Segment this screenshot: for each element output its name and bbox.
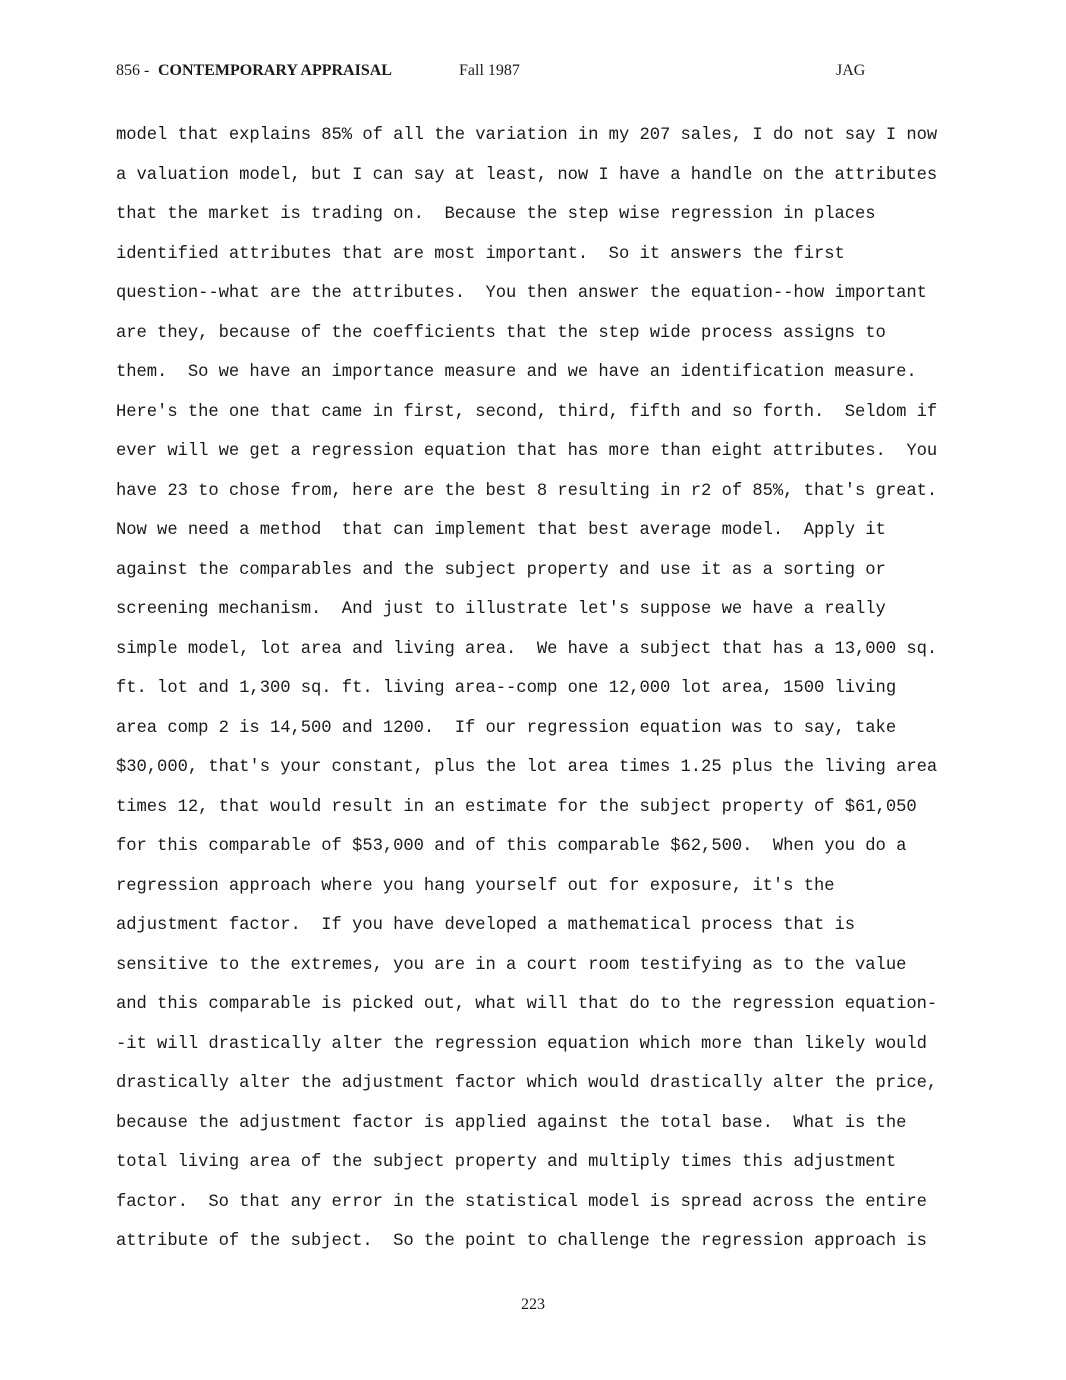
text-line: total living area of the subject property and multiply times this adjustment — [116, 1153, 897, 1172]
text-line: that the market is trading on. Because the step wise regression in places — [116, 205, 876, 224]
course-title: CONTEMPORARY APPRAISAL — [158, 62, 392, 79]
page-number: 223 — [521, 1296, 545, 1313]
text-line: Now we need a method that can implement that best average model. Apply it — [116, 521, 886, 540]
text-line: ever will we get a regression equation that has more than eight attributes. You — [116, 442, 938, 461]
text-line: because the adjustment factor is applied against the total base. What is the — [116, 1113, 907, 1133]
course-number: 856 - — [116, 62, 150, 79]
text-line: question--what are the attributes. You then answer the equation--how important — [116, 284, 927, 303]
text-line: identified attributes that are most important. So it answers the first — [116, 244, 845, 264]
text-line: adjustment factor. If you have developed a mathematical process that is — [116, 916, 856, 935]
text-line: Here's the one that came in first, second, third, fifth and so forth. Seldom if — [116, 402, 938, 422]
text-line: model that explains 85% of all the variation in my 207 sales, I do not say I now — [116, 126, 938, 145]
text-line: times 12, that would result in an estimate for the subject property of $61,050 — [116, 797, 917, 817]
text-line: for this comparable of $53,000 and of this comparable $62,500. When you do a — [116, 837, 907, 856]
text-line: a valuation model, but I can say at least, now I have a handle on the attributes — [116, 165, 938, 185]
text-line: and this comparable is picked out, what will that do to the regression equation- — [116, 995, 938, 1014]
text-line: against the comparables and the subject property and use it as a sorting or — [116, 560, 886, 580]
text-line: are they, because of the coefficients that the step wide process assigns to — [116, 323, 886, 343]
text-line: have 23 to chose from, here are the best 8 resulting in r2 of 85%, that's great. — [116, 481, 938, 501]
text-line: attribute of the subject. So the point to challenge the regression approach is — [116, 1232, 927, 1251]
transcript-body — [116, 122, 956, 1268]
text-line: factor. So that any error in the statistical model is spread across the entire — [116, 1192, 927, 1212]
text-line: -it will drastically alter the regression equation which more than likely would — [116, 1034, 927, 1054]
text-line: area comp 2 is 14,500 and 1200. If our regression equation was to say, take — [116, 718, 897, 738]
text-line: simple model, lot area and living area. We have a subject that has a 13,000 sq. — [116, 639, 938, 659]
page-header — [116, 62, 876, 84]
text-line: drastically alter the adjustment factor which would drastically alter the price, — [116, 1074, 938, 1093]
text-line: sensitive to the extremes, you are in a court room testifying as to the value — [116, 955, 907, 975]
text-line: regression approach where you hang yourself out for exposure, it's the — [116, 876, 835, 896]
text-line: ft. lot and 1,300 sq. ft. living area--comp one 12,000 lot area, 1500 living — [116, 679, 897, 698]
text-line: screening mechanism. And just to illustrate let's suppose we have a really — [116, 600, 886, 619]
text-line: them. So we have an importance measure and we have an identification measure. — [116, 363, 917, 382]
text-line: $30,000, that's your constant, plus the lot area times 1.25 plus the living area — [116, 758, 938, 777]
term-label: Fall 1987 — [459, 62, 520, 79]
author-initials: JAG — [836, 62, 866, 79]
